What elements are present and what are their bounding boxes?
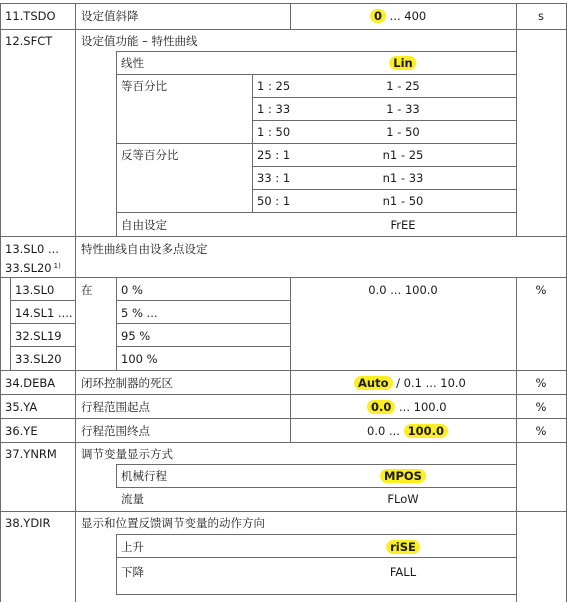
- option-value: n1 - 25: [382, 148, 424, 162]
- percent-point: 100 %: [121, 352, 158, 366]
- grid-line: [116, 323, 290, 324]
- grid-line: [10, 300, 75, 301]
- grid-line: [516, 29, 517, 236]
- grid-line: [116, 594, 516, 595]
- range-text: 0.0 ...: [367, 424, 404, 438]
- ratio-label: 1 : 33: [257, 102, 291, 116]
- grid-line: [0, 3, 567, 4]
- grid-line: [116, 51, 516, 52]
- param-unit: %: [535, 283, 547, 297]
- grid-line: [252, 120, 516, 121]
- param-unit: %: [535, 424, 547, 438]
- grid-line: [10, 323, 75, 324]
- param-value-range: 0.0 ... 100.0: [368, 283, 438, 297]
- sub-param-code: 32.SL19: [15, 329, 62, 343]
- param-code-text: 33.SL20: [5, 261, 52, 275]
- ratio-label: 25 : 1: [257, 148, 291, 162]
- option-label: 反等百分比: [121, 148, 179, 162]
- option-label: 自由设定: [121, 218, 167, 232]
- param-description: 调节变量显示方式: [81, 447, 173, 461]
- grid-line: [516, 442, 517, 511]
- ratio-label: 33 : 1: [257, 171, 291, 185]
- range-text: ... 100.0: [395, 400, 447, 414]
- sub-param-code: 14.SL1 ....: [15, 306, 73, 320]
- param-value-range: [367, 424, 448, 438]
- grid-line: [116, 74, 516, 75]
- range-text: ... 400: [386, 9, 427, 23]
- ratio-label: 1 : 25: [257, 79, 291, 93]
- param-description: 行程范围终点: [81, 424, 150, 438]
- grid-line: [116, 464, 117, 487]
- grid-line: [0, 442, 567, 443]
- grid-line: [116, 300, 290, 301]
- default-value-highlight: 0: [370, 9, 386, 23]
- param-value-range: [367, 400, 447, 414]
- grid-line: [116, 534, 516, 535]
- param-unit: %: [535, 376, 547, 390]
- option-value: [386, 540, 420, 554]
- ratio-label: 50 : 1: [257, 194, 291, 208]
- option-value: n1 - 33: [382, 171, 424, 185]
- grid-line: [252, 74, 253, 212]
- param-description: 显示和位置反馈调节变量的动作方向: [81, 516, 265, 530]
- param-code: 35.YA: [5, 400, 38, 414]
- grid-line: [75, 3, 76, 602]
- param-code: 38.YDIR: [5, 516, 51, 530]
- option-label: 下降: [121, 565, 144, 579]
- option-value: 1 - 33: [386, 102, 420, 116]
- param-description: 特性曲线自由设多点设定: [81, 242, 208, 256]
- percent-point: 0 %: [121, 283, 143, 297]
- range-text: / 0.1 ... 10.0: [392, 376, 466, 390]
- option-label: 流量: [121, 492, 144, 506]
- ratio-label: 1 : 50: [257, 125, 291, 139]
- param-description: 闭环控制器的死区: [81, 376, 173, 390]
- param-code: 36.YE: [5, 424, 38, 438]
- option-label: 等百分比: [121, 79, 167, 93]
- option-value: 1 - 50: [386, 125, 420, 139]
- grid-line: [290, 370, 291, 442]
- param-code: 12.SFCT: [5, 34, 53, 48]
- grid-line: [516, 370, 517, 442]
- grid-line: [116, 534, 117, 594]
- default-value-highlight: 0.0: [367, 400, 395, 414]
- grid-line: [0, 277, 567, 278]
- option-value: [389, 56, 416, 70]
- param-code: [5, 259, 61, 275]
- grid-line: [116, 143, 516, 144]
- option-label: 线性: [121, 56, 144, 70]
- default-value-highlight: riSE: [386, 540, 420, 554]
- grid-line: [0, 3, 1, 602]
- param-value-range: [354, 376, 466, 390]
- grid-line: [116, 51, 117, 236]
- default-value-highlight: Lin: [389, 56, 416, 70]
- option-value: FALL: [389, 565, 417, 579]
- grid-line: [116, 464, 516, 465]
- param-code: 37.YNRM: [5, 447, 57, 461]
- grid-line: [10, 277, 11, 370]
- param-value-range: [370, 9, 426, 23]
- grid-line: [516, 511, 517, 602]
- option-label: 机械行程: [121, 469, 167, 483]
- default-value-highlight: MPOS: [380, 469, 426, 483]
- at-label: 在: [81, 283, 93, 297]
- param-unit: s: [538, 9, 544, 23]
- grid-line: [0, 418, 567, 419]
- grid-line: [116, 487, 516, 488]
- grid-line: [252, 166, 516, 167]
- param-code: 13.SL0 ...: [5, 242, 59, 256]
- grid-line: [290, 3, 291, 29]
- grid-line: [0, 511, 567, 512]
- grid-line: [0, 236, 567, 237]
- option-label: 上升: [121, 540, 144, 554]
- percent-point: 5 % ...: [121, 306, 158, 320]
- sub-param-code: 13.SL0: [15, 283, 55, 297]
- footnote-marker: 1): [53, 262, 61, 270]
- grid-line: [290, 277, 291, 370]
- default-value-highlight: Auto: [354, 376, 393, 390]
- grid-line: [252, 189, 516, 190]
- option-value: FLoW: [387, 492, 419, 506]
- param-code: 11.TSDO: [5, 9, 56, 23]
- grid-line: [516, 3, 517, 29]
- option-value: [380, 469, 426, 483]
- grid-line: [0, 370, 567, 371]
- option-value: FrEE: [390, 218, 416, 232]
- param-unit: %: [535, 400, 547, 414]
- grid-line: [0, 29, 567, 30]
- sub-param-code: 33.SL20: [15, 352, 62, 366]
- grid-line: [116, 346, 290, 347]
- grid-line: [116, 557, 516, 558]
- percent-point: 95 %: [121, 329, 151, 343]
- grid-line: [116, 277, 117, 370]
- default-value-highlight: 100.0: [404, 424, 448, 438]
- param-description: 行程范围起点: [81, 400, 150, 414]
- grid-line: [10, 346, 75, 347]
- grid-line: [516, 277, 517, 370]
- grid-line: [252, 97, 516, 98]
- param-code: 34.DEBA: [5, 376, 56, 390]
- grid-line: [116, 212, 516, 213]
- param-description: 设定值斜降: [81, 9, 139, 23]
- option-value: 1 - 25: [386, 79, 420, 93]
- option-value: n1 - 50: [382, 194, 424, 208]
- param-description: 设定值功能 – 特性曲线: [81, 34, 198, 48]
- grid-line: [0, 394, 567, 395]
